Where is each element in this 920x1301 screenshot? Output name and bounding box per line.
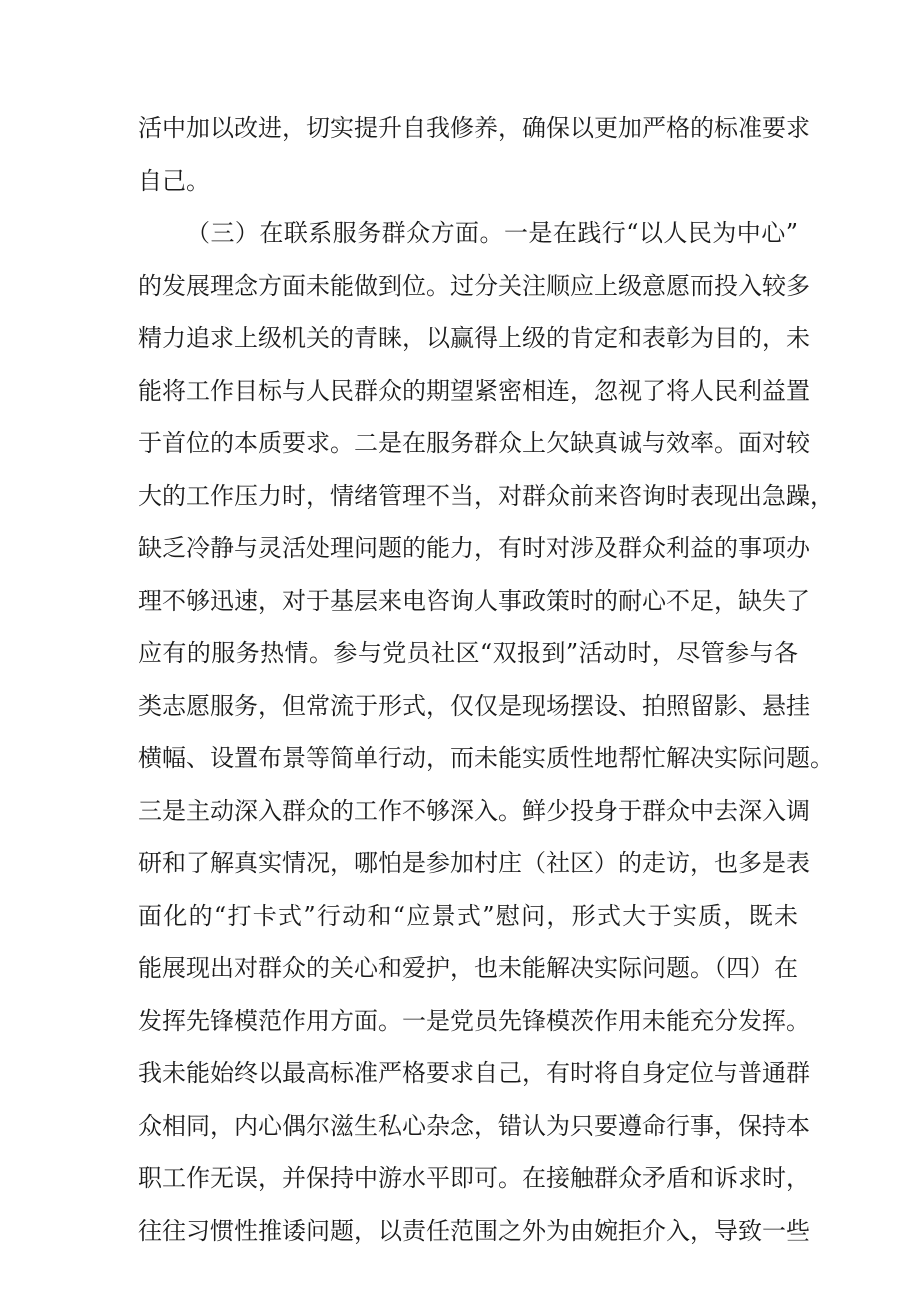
text-line-10: 理不够迅速，对于基层来电咨询人事政策时的耐心不足，缺失了 xyxy=(138,586,810,615)
text-line-7: 于首位的本质要求。二是在服务群众上欠缺真诚与效率。面对较 xyxy=(138,429,810,457)
text-line-20: 众相同，内心偶尔滋生私心杂念，错认为只要遵命行事，保持本 xyxy=(138,1111,810,1140)
text-line-2: 自己。 xyxy=(138,166,210,195)
text-line-6: 能将工作目标与人民群众的期望紧密相连，忽视了将人民利益置 xyxy=(138,376,810,405)
text-line-14: 三是主动深入群众的工作不够深入。鲜少投身于群众中去深入调 xyxy=(138,796,810,825)
text-line-8: 大的工作压力时，情绪管理不当，对群众前来咨询时表现出急躁， xyxy=(138,481,834,510)
body-text xyxy=(138,102,834,1257)
text-line-3: （三）在联系服务群众方面。一是在践行“以人民为中心” xyxy=(186,219,798,247)
text-line-13: 横幅、设置布景等简单行动，而未能实质性地帮忙解决实际问题。 xyxy=(138,744,834,772)
text-line-11: 应有的服务热情。参与党员社区“双报到”活动时，尽管参与各 xyxy=(138,639,798,667)
text-line-21: 职工作无误，并保持中游水平即可。在接触群众矛盾和诉求时， xyxy=(138,1164,810,1192)
text-line-4: 的发展理念方面未能做到位。过分关注顺应上级意愿而投入较多 xyxy=(138,271,810,300)
text-line-9: 缺乏冷静与灵活处理问题的能力，有时对涉及群众利益的事项办 xyxy=(138,534,810,562)
text-line-1: 活中加以改进，切实提升自我修养，确保以更加严格的标准要求 xyxy=(138,114,810,142)
text-line-12: 类志愿服务，但常流于形式，仅仅是现场摆设、拍照留影、悬挂 xyxy=(138,691,810,720)
text-line-22: 往往习惯性推诿问题，以责任范围之外为由婉拒介入，导致一些 xyxy=(138,1216,810,1245)
text-line-5: 精力追求上级机关的青睐，以赢得上级的肯定和表彰为目的，未 xyxy=(138,324,810,352)
text-line-18: 发挥先锋模范作用方面。一是党员先锋模茨作用未能充分发挥。 xyxy=(138,1006,810,1035)
text-line-17: 能展现出对群众的关心和爱护，也未能解决实际问题。（四）在 xyxy=(138,954,798,982)
text-line-15: 研和了解真实情况，哪怕是参加村庄（社区）的走访，也多是表 xyxy=(138,849,810,877)
text-line-16: 面化的“打卡式”行动和“应景式”慰问，形式大于实质，既未 xyxy=(138,901,798,930)
text-line-19: 我未能始终以最高标准严格要求自己，有时将自身定位与普通群 xyxy=(138,1059,810,1087)
